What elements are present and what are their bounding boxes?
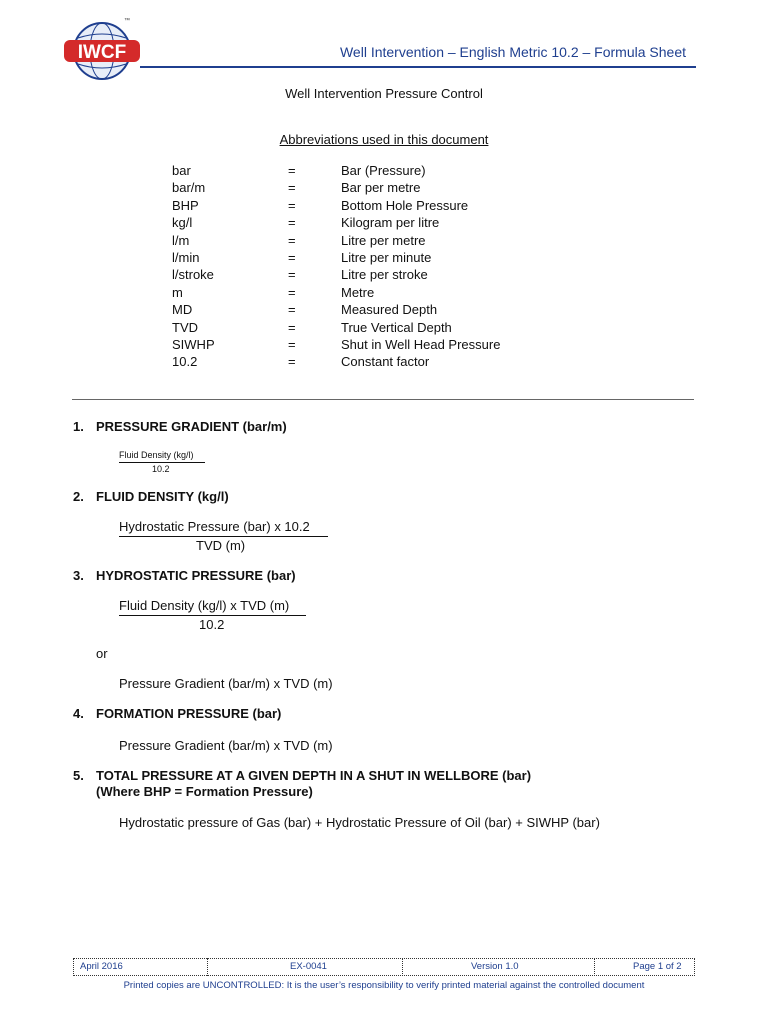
- formula-alternative: Pressure Gradient (bar/m) x TVD (m): [119, 676, 333, 691]
- section-divider: [72, 399, 694, 400]
- formula-denominator: 10.2: [199, 617, 225, 632]
- abbr-term: l/stroke: [172, 267, 214, 283]
- abbr-term: m: [172, 284, 183, 300]
- section-title: HYDROSTATIC PRESSURE (bar): [96, 568, 296, 583]
- section-number: 2.: [73, 489, 84, 504]
- or-label: or: [96, 646, 108, 661]
- formula-numerator: Fluid Density (kg/l) x TVD (m): [119, 598, 290, 613]
- abbr-term: TVD: [172, 319, 198, 335]
- abbr-definition: Litre per stroke: [341, 267, 428, 283]
- formula-denominator: 10.2: [152, 464, 170, 474]
- abbreviation-row: [172, 285, 692, 302]
- abbr-definition: Measured Depth: [341, 302, 438, 318]
- fraction-line: [119, 615, 306, 616]
- section-number: 3.: [73, 568, 84, 583]
- abbr-definition: Constant factor: [341, 354, 430, 370]
- footer-date: April 2016: [80, 961, 123, 972]
- abbreviation-row: [172, 267, 692, 284]
- abbr-term: bar/m: [172, 180, 206, 196]
- abbr-equals: =: [288, 197, 296, 213]
- abbreviation-row: [172, 320, 692, 337]
- svg-text:IWCF: IWCF: [77, 42, 127, 63]
- abbr-term: MD: [172, 302, 193, 318]
- abbr-equals: =: [288, 284, 296, 300]
- abbr-definition: Litre per metre: [341, 232, 426, 248]
- abbreviation-row: [172, 337, 692, 354]
- abbreviation-row: [172, 250, 692, 267]
- abbr-term: l/min: [172, 250, 200, 265]
- abbr-definition: Bottom Hole Pressure: [341, 197, 469, 213]
- section-number: 4.: [73, 706, 84, 721]
- abbr-definition: Litre per minute: [341, 250, 432, 265]
- formula: Pressure Gradient (bar/m) x TVD (m): [119, 738, 333, 753]
- abbr-definition: True Vertical Depth: [341, 319, 452, 335]
- footer-page: Page 1 of 2: [633, 961, 682, 972]
- abbreviation-row: [172, 163, 692, 180]
- abbr-definition: Kilogram per litre: [341, 215, 440, 231]
- section-title: PRESSURE GRADIENT (bar/m): [96, 419, 287, 434]
- header-title: Well Intervention – English Metric 10.2 – Formula Sheet: [339, 44, 686, 60]
- abbr-definition: Bar per metre: [341, 180, 421, 196]
- abbreviation-row: [172, 180, 692, 197]
- abbr-term: BHP: [172, 197, 199, 213]
- abbreviation-row: [172, 302, 692, 319]
- abbr-equals: =: [288, 163, 296, 178]
- fraction-line: [119, 536, 328, 537]
- abbreviation-row: [172, 233, 692, 250]
- footer-box: [73, 958, 695, 976]
- abbr-equals: =: [288, 354, 296, 370]
- abbr-term: SIWHP: [172, 337, 215, 352]
- abbr-term: 10.2: [172, 354, 198, 370]
- section-number: 1.: [73, 419, 84, 434]
- trademark-symbol: ™: [124, 18, 130, 24]
- formula: Hydrostatic pressure of Gas (bar) + Hydrostatic Pressure of Oil (bar) + SIWHP (bar): [119, 815, 600, 830]
- footer-code: EX-0041: [290, 961, 327, 972]
- section-number: 5.: [73, 768, 84, 783]
- section-title: TOTAL PRESSURE AT A GIVEN DEPTH IN A SHUT IN WELLBORE (bar): [96, 768, 532, 783]
- footer-separator: [402, 958, 403, 976]
- abbreviations-heading: Abbreviations used in this document: [279, 132, 489, 147]
- fraction-line: [119, 462, 205, 463]
- footer-version: Version 1.0: [471, 961, 519, 972]
- footer-separator: [207, 958, 208, 976]
- document-title: Well Intervention Pressure Control: [285, 86, 483, 101]
- abbr-definition: Metre: [341, 284, 375, 300]
- abbr-definition: Shut in Well Head Pressure: [341, 337, 501, 352]
- section-title: FLUID DENSITY (kg/l): [96, 489, 229, 504]
- abbreviation-row: [172, 215, 692, 232]
- footer-separator: [594, 958, 595, 976]
- abbr-equals: =: [288, 250, 296, 265]
- abbr-equals: =: [288, 302, 296, 318]
- abbr-equals: =: [288, 215, 296, 231]
- abbr-term: bar: [172, 163, 191, 178]
- abbr-definition: Bar (Pressure): [341, 163, 426, 178]
- formula-denominator: TVD (m): [196, 538, 246, 553]
- header-rule: [140, 66, 696, 68]
- formula-numerator: Fluid Density (kg/l): [119, 450, 194, 460]
- formula-numerator: Hydrostatic Pressure (bar) x 10.2: [119, 519, 310, 534]
- iwcf-logo: [62, 20, 142, 82]
- abbr-equals: =: [288, 232, 296, 248]
- abbr-equals: =: [288, 337, 296, 352]
- abbr-equals: =: [288, 180, 296, 196]
- abbreviation-row: [172, 198, 692, 215]
- abbr-equals: =: [288, 319, 296, 335]
- section-title: FORMATION PRESSURE (bar): [96, 706, 282, 721]
- footer-uncontrolled-note: Printed copies are UNCONTROLLED: It is the user’s responsibility to verify printed material against the controlled document: [123, 980, 645, 991]
- abbr-term: kg/l: [172, 215, 193, 231]
- abbreviation-row: [172, 354, 692, 371]
- abbr-term: l/m: [172, 232, 190, 248]
- abbr-equals: =: [288, 267, 296, 283]
- section-subtitle-text: (Where BHP = Formation Pressure): [96, 784, 313, 799]
